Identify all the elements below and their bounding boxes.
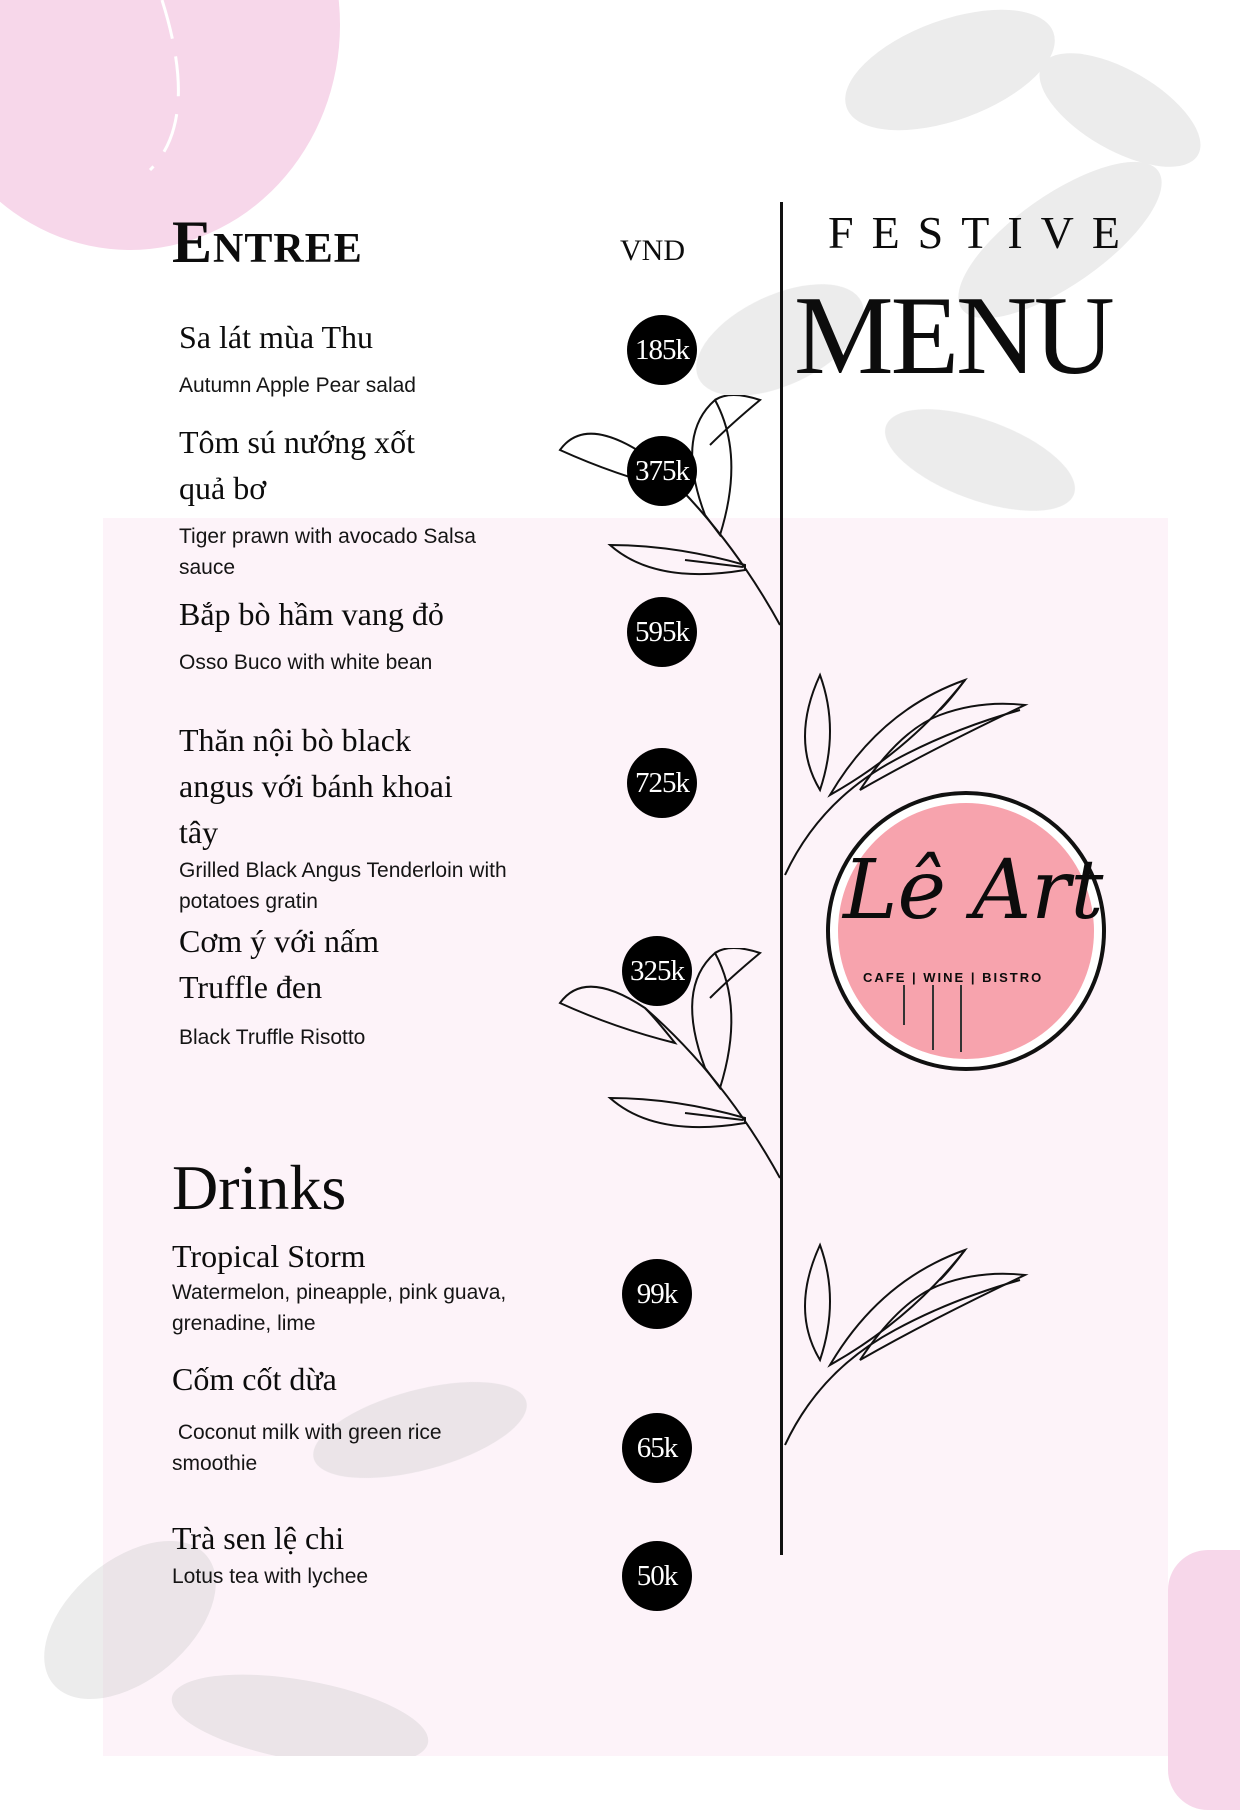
- item-description: Tiger prawn with avocado Salsa: [179, 525, 476, 548]
- item-name: Trà sen lệ chi: [172, 1520, 345, 1556]
- logo-script-text: Lê Art: [843, 843, 1104, 938]
- festive-title: FESTIVE: [828, 207, 1138, 258]
- menu-item: [179, 918, 379, 1053]
- price-badge: 725k: [627, 748, 697, 818]
- logo-tagline-part: CAFE: [863, 970, 907, 985]
- price-badge: 65k: [622, 1413, 692, 1483]
- item-description: smoothie: [172, 1452, 258, 1475]
- price-badge: 375k: [627, 436, 697, 506]
- item-description: sauce: [179, 556, 236, 579]
- item-description: Lotus tea with lychee: [172, 1565, 369, 1588]
- leaf-branch-icon: [780, 1240, 1030, 1450]
- item-name: angus với bánh khoai: [179, 768, 453, 804]
- item-description: Autumn Apple Pear salad: [179, 374, 416, 397]
- menu-item: [179, 419, 476, 583]
- item-name: Truffle đen: [179, 969, 323, 1005]
- menu-item: [179, 717, 507, 917]
- price-badge: 595k: [627, 597, 697, 667]
- item-name: quả bơ: [179, 470, 267, 506]
- logo-tagline-part: BISTRO: [982, 970, 1044, 985]
- menu-item: [179, 314, 416, 401]
- item-name: Tôm sú nướng xốt: [179, 424, 416, 460]
- logo-emblem: [825, 790, 1108, 1073]
- menu-item: [172, 1515, 368, 1592]
- price-badge: 50k: [622, 1541, 692, 1611]
- logo-tagline-part: WINE: [923, 970, 966, 985]
- item-name: Cơm ý với nấm: [179, 923, 380, 959]
- price-badge: 325k: [622, 936, 692, 1006]
- logo-tagline: [863, 970, 1043, 985]
- section-title-entree: Entree: [172, 209, 363, 275]
- price-badge: 99k: [622, 1259, 692, 1329]
- item-name: Cốm cốt dừa: [172, 1361, 337, 1397]
- item-name: Bắp bò hầm vang đỏ: [179, 596, 444, 632]
- logo-tagline-sep: |: [970, 970, 977, 985]
- price-badge: 185k: [627, 315, 697, 385]
- item-name: Sa lát mùa Thu: [179, 319, 374, 355]
- logo-tagline-sep: |: [912, 970, 918, 985]
- item-description: Black Truffle Risotto: [179, 1026, 366, 1049]
- menu-item: [172, 1235, 506, 1339]
- item-name: Thăn nội bò black: [179, 722, 411, 758]
- menu-title: MENU: [794, 274, 1112, 398]
- item-description: Grilled Black Angus Tenderloin with: [179, 859, 507, 882]
- item-name: tây: [179, 814, 219, 850]
- section-title-drinks: Drinks: [172, 1152, 347, 1223]
- item-description: Osso Buco with white bean: [179, 651, 433, 674]
- item-description: Watermelon, pineapple, pink guava,: [172, 1281, 507, 1304]
- menu-item: [179, 591, 444, 678]
- currency-label: VND: [620, 234, 685, 267]
- item-description: potatoes gratin: [179, 890, 318, 913]
- item-description: grenadine, lime: [172, 1312, 316, 1335]
- item-description: Coconut milk with green rice: [172, 1421, 442, 1444]
- item-name: Tropical Storm: [172, 1238, 366, 1274]
- menu-item: [172, 1356, 442, 1479]
